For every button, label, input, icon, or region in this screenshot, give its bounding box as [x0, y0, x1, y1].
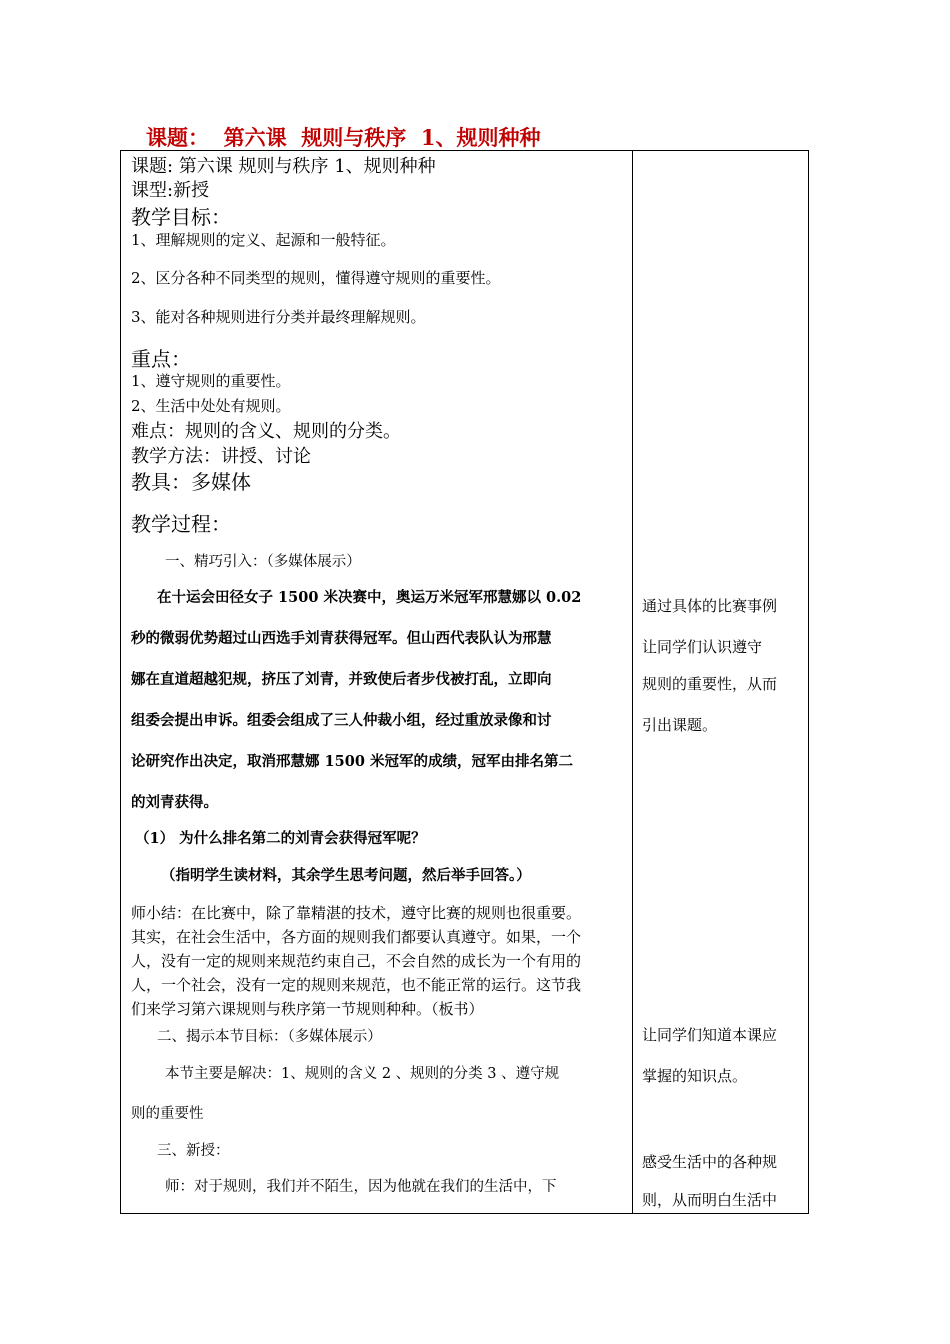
method-line: 教学方法：讲授、讨论: [131, 446, 311, 467]
lesson-topic: 课题: 第六课 规则与秩序 1、规则种种: [131, 156, 436, 177]
lesson-plan-table: [120, 150, 809, 1214]
story-line: 秒的微弱优势超过山西选手刘青获得冠军。但山西代表队认为邢慧: [131, 630, 552, 647]
story-line: 组委会提出申诉。组委会组成了三人仲裁小组，经过重放录像和讨: [131, 712, 552, 729]
note-line: 通过具体的比赛事例: [642, 597, 778, 615]
goals-heading: 二、揭示本节目标：（多媒体展示）: [157, 1029, 382, 1045]
goals-line: 则的重要性: [131, 1106, 204, 1122]
story-line: 娜在直道超越犯规，挤压了刘青，并致使后者步伐被打乱，立即向: [131, 671, 552, 688]
story-line: 在十运会田径女子 1500 米决赛中，奥运万米冠军邢慧娜以 0.02: [157, 589, 582, 606]
summary-line: 人，没有一定的规则来规范约束自己，不会自然的成长为一个有用的: [131, 952, 582, 970]
story-line: 的刘青获得。: [131, 794, 218, 811]
question-line: （1） 为什么排名第二的刘青会获得冠军呢？: [135, 830, 426, 847]
note-line: 引出课题。: [642, 716, 718, 734]
lesson-type: 课型:新授: [131, 180, 210, 201]
keypoint-item: 1、遵守规则的重要性。: [131, 372, 291, 390]
new-lesson-line: 师：对于规则，我们并不陌生，因为他就在我们的生活中，下: [165, 1179, 557, 1195]
note-line: 掌握的知识点。: [642, 1067, 748, 1085]
note-line: 让同学们知道本课应: [642, 1026, 778, 1044]
story-line: 论研究作出决定，取消邢慧娜 1500 米冠军的成绩，冠军由排名第二: [131, 753, 573, 770]
note-line: 则，从而明白生活中: [642, 1191, 778, 1209]
keypoint-item: 2、生活中处处有规则。: [131, 397, 291, 415]
note-line: 感受生活中的各种规: [642, 1153, 778, 1171]
objective-item: 2、区分各种不同类型的规则，懂得遵守规则的重要性。: [131, 269, 501, 287]
instruction-line: （指明学生读材料，其余学生思考问题，然后举手回答。）: [161, 867, 531, 884]
difficulty-line: 难点：规则的含义、规则的分类。: [131, 421, 401, 442]
objective-item: 1、理解规则的定义、起源和一般特征。: [131, 231, 396, 249]
process-heading: 教学过程：: [131, 512, 231, 536]
summary-line: 人，一个社会，没有一定的规则来规范，也不能正常的运行。这节我: [131, 976, 582, 994]
keypoints-heading: 重点：: [131, 347, 191, 371]
note-line: 规则的重要性，从而: [642, 675, 778, 693]
summary-line: 们来学习第六课规则与秩序第一节规则种种。（板书）: [131, 1000, 484, 1018]
objective-item: 3、能对各种规则进行分类并最终理解规则。: [131, 308, 426, 326]
intro-heading: 一、精巧引入：（多媒体展示）: [165, 554, 361, 570]
summary-line: 师小结：在比赛中，除了靠精湛的技术，遵守比赛的规则也很重要。: [131, 904, 582, 922]
tools-line: 教具：多媒体: [131, 470, 251, 494]
objectives-heading: 教学目标：: [131, 205, 231, 229]
note-line: 让同学们认识遵守: [642, 638, 763, 656]
document-heading: 课题： 第六课 规则与秩序 1、规则种种: [146, 125, 541, 150]
summary-line: 其实，在社会生活中，各方面的规则我们都要认真遵守。如果，一个: [131, 928, 582, 946]
new-lesson-heading: 三、新授：: [157, 1143, 230, 1159]
column-divider: [632, 151, 633, 1213]
goals-line: 本节主要是解决：1、规则的含义 2 、规则的分类 3 、遵守规: [165, 1066, 560, 1082]
